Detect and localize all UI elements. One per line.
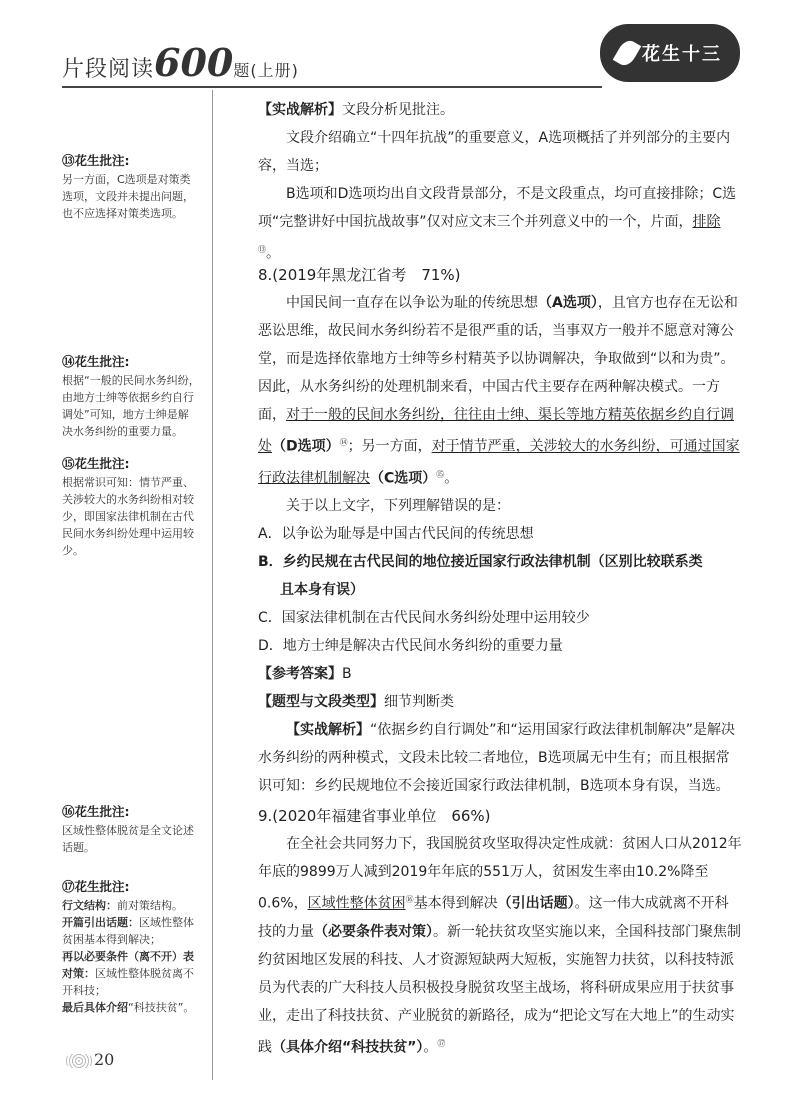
question-9-header: 9.(2020年福建省事业单位 66%)	[258, 807, 491, 825]
question-8-passage: 中国民间一直存在以争讼为耻的传统思想（A选项），且官方也存在无讼和恶讼思维，故民间水务纠纷若不是很严重的话，当事双方一般并不愿意对簿公堂，而是选择依靠地方士绅等乡村精英予以协调解决，争取做到“以和为贵”。因此，从水务纠纷的处理机制来看，中国古代主要存在两种解决模式。一方面，对于一般的民间水务纠纷，往往由士绅、渠长等地方精英依据乡约自行调处（D选项）⑭；另一方面，对于情节严重，关涉较大的水务纠纷，可通过国家行政法律机制解决（C选项）⑮。	[258, 295, 740, 487]
answer: 【参考答案】B	[258, 666, 352, 683]
sidenote-16: ⑯花生批注: 区域性整体脱贫是全文论述 话题。	[62, 804, 194, 854]
question-8-header: 8.(2019年黑龙江省考 71%)	[258, 266, 461, 284]
question-9-passage: 在全社会共同努力下，我国脱贫攻坚取得决定性成就：贫困人口从2012年年底的9899万人减到2019年年底的551万人，贫困发生率由10.2%降至0.6%，区域性整体贫困⑯基本得到解决（引出话题）。这一伟大成就离不开科技的力量（必要条件表对策）。新一轮扶贫攻坚实施以来，全国科技部门聚焦制约贫困地区发展的科技、人才资源短缺两大短板，实施智力扶贫，以科技特派员为代表的广大科技人员积极投身脱贫攻坚主战场，将科研成果应用于扶贫事业，走出了科技扶贫、产业脱贫的新路径，成为“把论文写在大地上”的生动实践（具体介绍“科技扶贫”）。⑰	[258, 836, 742, 1056]
header-divider	[62, 86, 602, 88]
sidenote-17: ⑰花生批注: 行文结构：前对策结构。 开篇引出话题：区域性整体 贫困基本得到解决； 再以必要条件（离不开）表 对策：区域性整体脱贫离不 开科技； 最后具体介绍“科技扶贫”。	[62, 879, 195, 1014]
sidenote-13: ⑬花生批注: 另一方面，C选项是对策类 选项，文段并未提出问题， 也不应选择对策类选项。	[62, 153, 194, 220]
question-8	[258, 261, 742, 800]
sidenote-14: ⑭花生批注: 根据“一般的民间水务纠纷， 由地方士绅等依据乡约自行 调处”可知，地方士绅是解 决水务纠纷的重要力量。	[62, 354, 200, 438]
option-a: A．以争讼为耻辱是中国古代民间的传统思想	[258, 526, 534, 543]
margin-divider	[212, 90, 213, 1080]
leaf-icon	[613, 37, 642, 69]
question-8-analysis: 【实战解析】“依据乡约自行调处”和“运用国家行政法律机制解决”是解决水务纠纷的两种模式，文段未比较二者地位，B选项属无中生有；而且根据常识可知：乡约民规地位不会接近国家行政法律机制，B选项本身有误，当选。	[258, 722, 736, 795]
prev-analysis: 【实战解析】文段分析见批注。 文段介绍确立“十四年抗战”的重要意义，A选项概括了并列部分的主要内容，当选； B选项和D选项均出自文段背景部分，不是文段重点，均可直接排除；C选项“完整讲好中国抗战故事”仅对应文末三个并列意义中的一个，片面，排除⑬。	[258, 102, 737, 262]
option-c: C．国家法律机制在古代民间水务纠纷处理中运用较少	[258, 610, 590, 627]
option-b-cont: 且本身有误）	[280, 582, 364, 599]
page-header	[0, 0, 800, 100]
sidenote-15: ⑮花生批注: 根据常识可知：情节严重、 关涉较大的水务纠纷相对较 少，即国家法律机制在古代 民间水务纠纷处理中运用较 少。	[62, 456, 194, 557]
question-type: 【题型与文段类型】细节判断类	[258, 694, 454, 711]
page-number: 20	[66, 1050, 114, 1069]
question-9	[258, 802, 742, 1061]
book-title: 片段阅读600题(上册)	[62, 40, 299, 85]
option-d: D．地方士绅是解决古代民间水务纠纷的重要力量	[258, 638, 563, 655]
option-b: B．乡约民规在古代民间的地位接近国家行政法律机制（区别比较联系类	[258, 554, 703, 571]
brand-logo: 花生十三	[600, 24, 740, 82]
question-8-stem: 关于以上文字，下列理解错误的是：	[286, 498, 510, 515]
